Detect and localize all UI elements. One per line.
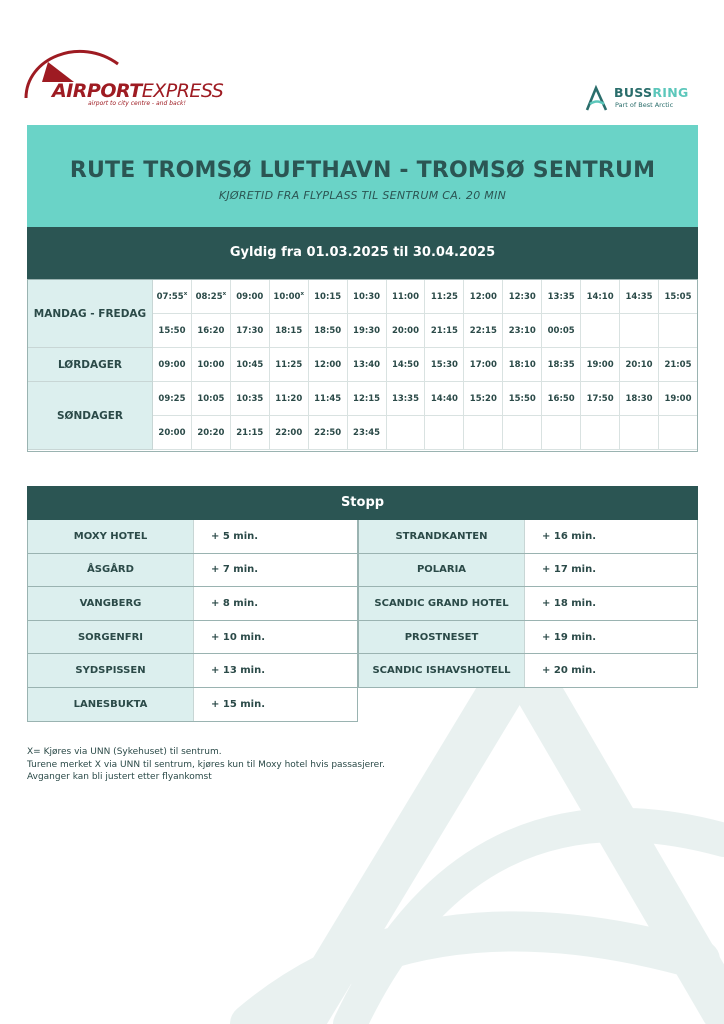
departure-time <box>658 314 697 348</box>
departure-time: 11:25 <box>425 280 464 314</box>
stop-row <box>27 688 358 722</box>
departure-time: 20:00 <box>153 416 192 450</box>
stop-name: SCANDIC ISHAVSHOTELL <box>359 654 525 687</box>
departure-time: 22:00 <box>269 416 308 450</box>
timetable-row <box>28 348 698 382</box>
stop-offset: + 16 min. <box>525 520 697 553</box>
departure-time: 18:30 <box>620 382 659 416</box>
day-label: MANDAG - FREDAG <box>28 280 153 348</box>
stop-offset: + 5 min. <box>194 520 357 553</box>
departure-time: 09:00 <box>230 280 269 314</box>
stop-name: MOXY HOTEL <box>28 520 194 553</box>
stops-table <box>27 486 698 710</box>
departure-time: 10:05 <box>191 382 230 416</box>
departure-time: 20:00 <box>386 314 425 348</box>
departure-time: 16:20 <box>191 314 230 348</box>
stop-offset: + 10 min. <box>194 621 357 654</box>
stop-offset: + 8 min. <box>194 587 357 620</box>
via-unn-marker: x <box>222 291 227 298</box>
departure-time: 19:30 <box>347 314 386 348</box>
travel-time-subtitle: KJØRETID FRA FLYPLASS TIL SENTRUM CA. 20 MIN <box>218 189 507 202</box>
stop-row <box>27 654 358 688</box>
stop-offset: + 18 min. <box>525 587 697 620</box>
departure-time: 22:50 <box>308 416 347 450</box>
departure-time: 10:45 <box>230 348 269 382</box>
departure-time: 10:00 <box>191 348 230 382</box>
stop-offset: + 7 min. <box>194 554 357 587</box>
stop-offset: + 17 min. <box>525 554 697 587</box>
departure-time: 18:10 <box>503 348 542 382</box>
via-unn-marker: x <box>183 291 188 298</box>
stop-offset: + 15 min. <box>194 688 357 721</box>
departure-time <box>620 416 659 450</box>
departure-time: 15:30 <box>425 348 464 382</box>
departure-time: 17:30 <box>230 314 269 348</box>
departure-time: 18:35 <box>542 348 581 382</box>
stop-row <box>358 621 698 655</box>
via-unn-marker: x <box>300 291 305 298</box>
departure-time: 00:05 <box>542 314 581 348</box>
departure-time: 11:20 <box>269 382 308 416</box>
departure-time: 18:15 <box>269 314 308 348</box>
stop-name: STRANDKANTEN <box>359 520 525 553</box>
departure-time: 14:35 <box>620 280 659 314</box>
footnotes <box>27 746 385 784</box>
timetable-row <box>28 382 698 416</box>
departure-time <box>425 416 464 450</box>
bussring-wordmark: BUSSRING <box>614 85 689 100</box>
departure-time <box>581 416 620 450</box>
day-label: LØRDAGER <box>28 348 153 382</box>
departure-time: 12:30 <box>503 280 542 314</box>
stop-row <box>27 621 358 655</box>
departure-time: 12:15 <box>347 382 386 416</box>
stop-name: SCANDIC GRAND HOTEL <box>359 587 525 620</box>
stop-name: SYDSPISSEN <box>28 654 194 687</box>
footnote: X= Kjøres via UNN (Sykehuset) til sentrum. <box>27 747 222 757</box>
airport-express-wordmark: AIRPORTEXPRESS <box>52 80 224 102</box>
stops-column-left <box>27 520 358 722</box>
departure-time: 11:00 <box>386 280 425 314</box>
departure-time: 23:10 <box>503 314 542 348</box>
stop-name: LANESBUKTA <box>28 688 194 721</box>
stops-title: Stopp <box>27 486 698 520</box>
stop-row <box>27 554 358 588</box>
departure-time: 22:15 <box>464 314 503 348</box>
departure-time: 07:55$^x$ <box>153 280 192 314</box>
departure-time: 21:05 <box>658 348 697 382</box>
departure-time: 14:40 <box>425 382 464 416</box>
departure-time: 09:00 <box>153 348 192 382</box>
departure-time: 19:00 <box>658 382 697 416</box>
departure-time: 10:00$^x$ <box>269 280 308 314</box>
departure-time: 12:00 <box>464 280 503 314</box>
departure-time: 17:50 <box>581 382 620 416</box>
departure-time <box>620 314 659 348</box>
departure-time: 10:35 <box>230 382 269 416</box>
stop-row <box>358 554 698 588</box>
validity-period: Gyldig fra 01.03.2025 til 30.04.2025 <box>27 227 698 279</box>
departure-timetable <box>27 279 698 450</box>
departure-time: 21:15 <box>230 416 269 450</box>
departure-time: 15:20 <box>464 382 503 416</box>
stop-name: VANGBERG <box>28 587 194 620</box>
departure-time: 16:50 <box>542 382 581 416</box>
departure-time: 18:50 <box>308 314 347 348</box>
departure-time: 10:30 <box>347 280 386 314</box>
stops-column-right <box>358 520 698 688</box>
departure-time: 21:15 <box>425 314 464 348</box>
departure-time: 13:35 <box>542 280 581 314</box>
departure-time: 11:25 <box>269 348 308 382</box>
departure-time: 14:10 <box>581 280 620 314</box>
departure-time: 23:45 <box>347 416 386 450</box>
departure-time: 09:25 <box>153 382 192 416</box>
day-label: SØNDAGER <box>28 382 153 450</box>
departure-time: 13:40 <box>347 348 386 382</box>
departure-time <box>542 416 581 450</box>
route-header <box>27 125 698 227</box>
stop-offset: + 19 min. <box>525 621 697 654</box>
stop-name: POLARIA <box>359 554 525 587</box>
departure-time: 13:35 <box>386 382 425 416</box>
stop-name: PROSTNESET <box>359 621 525 654</box>
departure-time: 17:00 <box>464 348 503 382</box>
stop-row <box>27 520 358 554</box>
stop-row <box>358 587 698 621</box>
timetable-row <box>28 280 698 314</box>
departure-time: 20:20 <box>191 416 230 450</box>
departure-time <box>503 416 542 450</box>
departure-time: 08:25$^x$ <box>191 280 230 314</box>
bussring-tagline: Part of Best Arctic <box>615 101 674 109</box>
departure-time <box>581 314 620 348</box>
stop-offset: + 20 min. <box>525 654 697 687</box>
departure-time: 12:00 <box>308 348 347 382</box>
stop-row <box>27 587 358 621</box>
stop-offset: + 13 min. <box>194 654 357 687</box>
departure-time: 15:50 <box>153 314 192 348</box>
departure-time: 14:50 <box>386 348 425 382</box>
stop-row <box>358 654 698 688</box>
airport-express-tagline: airport to city centre - and back! <box>88 100 186 107</box>
departure-time: 11:45 <box>308 382 347 416</box>
departure-time <box>386 416 425 450</box>
departure-time <box>464 416 503 450</box>
stop-name: SORGENFRI <box>28 621 194 654</box>
footnote: Turene merket X via UNN til sentrum, kjøres kun til Moxy hotel hvis passasjerer. <box>27 759 385 770</box>
departure-time: 15:50 <box>503 382 542 416</box>
departure-time: 19:00 <box>581 348 620 382</box>
departure-time: 20:10 <box>620 348 659 382</box>
departure-time: 15:05 <box>658 280 697 314</box>
stop-name: ÅSGÅRD <box>28 554 194 587</box>
route-title: RUTE TROMSØ LUFTHAVN - TROMSØ SENTRUM <box>69 158 656 183</box>
stop-row <box>358 520 698 554</box>
departure-time: 10:15 <box>308 280 347 314</box>
departure-time <box>658 416 697 450</box>
footnote: Avganger kan bli justert etter flyankomst <box>27 772 212 782</box>
